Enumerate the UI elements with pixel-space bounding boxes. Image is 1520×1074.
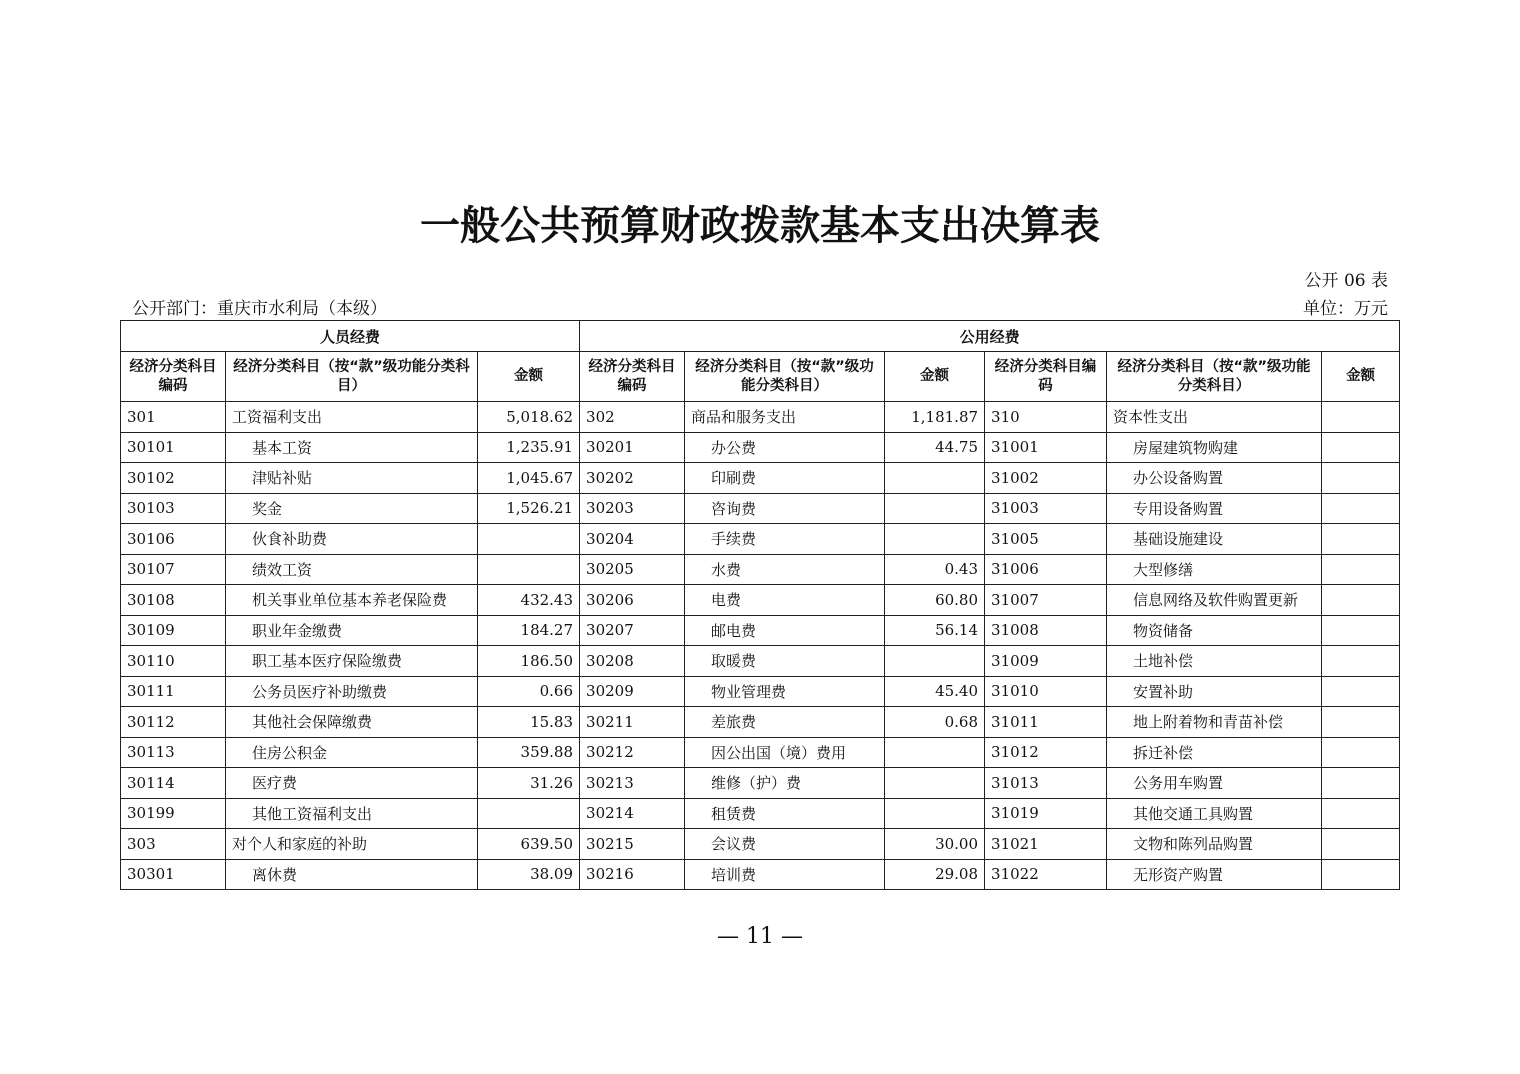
row-public-amount: 0.68 <box>885 707 985 738</box>
row-capital-name: 专用设备购置 <box>1107 493 1322 524</box>
table-row <box>121 554 1400 585</box>
page-number: — 11 — <box>717 924 803 949</box>
unit-label: 单位：万元 <box>1303 299 1388 319</box>
row-name: 对个人和家庭的补助 <box>226 829 478 860</box>
row-code: 30102 <box>121 463 226 494</box>
table-row <box>121 585 1400 616</box>
row-public-code: 30215 <box>580 829 685 860</box>
row-name: 基本工资 <box>226 432 478 463</box>
row-amount: 31.26 <box>478 768 580 799</box>
row-amount <box>478 554 580 585</box>
row-public-code: 30202 <box>580 463 685 494</box>
row-public-name: 租赁费 <box>685 798 885 829</box>
row-public-name: 商品和服务支出 <box>685 402 885 433</box>
table-row <box>121 615 1400 646</box>
col-capital-amount: 金额 <box>1322 352 1400 402</box>
row-public-code: 30209 <box>580 676 685 707</box>
row-capital-amount <box>1322 493 1400 524</box>
row-public-name: 电费 <box>685 585 885 616</box>
row-public-amount: 0.43 <box>885 554 985 585</box>
row-public-amount: 30.00 <box>885 829 985 860</box>
row-name: 其他工资福利支出 <box>226 798 478 829</box>
row-capital-code: 31007 <box>985 585 1107 616</box>
row-capital-amount <box>1322 402 1400 433</box>
row-amount: 15.83 <box>478 707 580 738</box>
row-capital-name: 公务用车购置 <box>1107 768 1322 799</box>
group-public: 公用经费 <box>580 321 1400 352</box>
row-code: 30109 <box>121 615 226 646</box>
row-code: 30107 <box>121 554 226 585</box>
row-amount: 186.50 <box>478 646 580 677</box>
row-capital-code: 31006 <box>985 554 1107 585</box>
row-code: 301 <box>121 402 226 433</box>
row-capital-name: 拆迁补偿 <box>1107 737 1322 768</box>
row-public-code: 30206 <box>580 585 685 616</box>
form-number: 公开 06 表 <box>1304 271 1388 291</box>
row-public-code: 30211 <box>580 707 685 738</box>
col-public-code: 经济分类科目编码 <box>580 352 685 402</box>
row-capital-amount <box>1322 737 1400 768</box>
row-capital-code: 31009 <box>985 646 1107 677</box>
group-personnel: 人员经费 <box>121 321 580 352</box>
row-capital-amount <box>1322 707 1400 738</box>
row-capital-code: 31021 <box>985 829 1107 860</box>
row-public-code: 30201 <box>580 432 685 463</box>
row-capital-amount <box>1322 798 1400 829</box>
row-amount: 1,526.21 <box>478 493 580 524</box>
row-capital-amount <box>1322 554 1400 585</box>
row-capital-name: 无形资产购置 <box>1107 859 1322 890</box>
row-public-name: 咨询费 <box>685 493 885 524</box>
row-capital-name: 信息网络及软件购置更新 <box>1107 585 1322 616</box>
row-code: 303 <box>121 829 226 860</box>
table-row <box>121 707 1400 738</box>
row-code: 30106 <box>121 524 226 555</box>
row-public-name: 物业管理费 <box>685 676 885 707</box>
table-row <box>121 432 1400 463</box>
row-capital-amount <box>1322 615 1400 646</box>
row-public-code: 30208 <box>580 646 685 677</box>
row-capital-name: 文物和陈列品购置 <box>1107 829 1322 860</box>
row-capital-name: 物资储备 <box>1107 615 1322 646</box>
table-row <box>121 798 1400 829</box>
row-public-code: 30204 <box>580 524 685 555</box>
table-row <box>121 646 1400 677</box>
row-capital-amount <box>1322 676 1400 707</box>
table-row <box>121 402 1400 433</box>
row-amount: 5,018.62 <box>478 402 580 433</box>
row-public-name: 因公出国（境）费用 <box>685 737 885 768</box>
row-capital-amount <box>1322 768 1400 799</box>
table-row <box>121 676 1400 707</box>
row-amount: 38.09 <box>478 859 580 890</box>
row-public-code: 30216 <box>580 859 685 890</box>
row-public-name: 水费 <box>685 554 885 585</box>
row-name: 离休费 <box>226 859 478 890</box>
row-public-amount: 45.40 <box>885 676 985 707</box>
row-capital-code: 31010 <box>985 676 1107 707</box>
row-amount: 359.88 <box>478 737 580 768</box>
row-public-amount <box>885 768 985 799</box>
col-capital-name: 经济分类科目（按“款”级功能分类科目） <box>1107 352 1322 402</box>
col-public-name: 经济分类科目（按“款”级功能分类科目） <box>685 352 885 402</box>
row-name: 机关事业单位基本养老保险费 <box>226 585 478 616</box>
row-code: 30113 <box>121 737 226 768</box>
row-capital-name: 土地补偿 <box>1107 646 1322 677</box>
row-code: 30112 <box>121 707 226 738</box>
row-amount: 1,235.91 <box>478 432 580 463</box>
row-capital-name: 其他交通工具购置 <box>1107 798 1322 829</box>
row-capital-amount <box>1322 859 1400 890</box>
col-public-amount: 金额 <box>885 352 985 402</box>
row-capital-code: 31001 <box>985 432 1107 463</box>
row-capital-name: 大型修缮 <box>1107 554 1322 585</box>
row-capital-code: 31019 <box>985 798 1107 829</box>
table-row <box>121 859 1400 890</box>
row-amount: 184.27 <box>478 615 580 646</box>
row-public-name: 差旅费 <box>685 707 885 738</box>
row-capital-amount <box>1322 585 1400 616</box>
row-public-amount: 44.75 <box>885 432 985 463</box>
table-row <box>121 768 1400 799</box>
col-amount: 金额 <box>478 352 580 402</box>
row-public-code: 30214 <box>580 798 685 829</box>
row-amount <box>478 798 580 829</box>
row-public-code: 302 <box>580 402 685 433</box>
row-capital-code: 31005 <box>985 524 1107 555</box>
table-row <box>121 493 1400 524</box>
row-public-code: 30205 <box>580 554 685 585</box>
row-public-code: 30207 <box>580 615 685 646</box>
row-public-name: 培训费 <box>685 859 885 890</box>
row-capital-code: 31002 <box>985 463 1107 494</box>
row-capital-code: 31008 <box>985 615 1107 646</box>
row-public-name: 维修（护）费 <box>685 768 885 799</box>
row-name: 职业年金缴费 <box>226 615 478 646</box>
row-name: 职工基本医疗保险缴费 <box>226 646 478 677</box>
row-public-amount: 56.14 <box>885 615 985 646</box>
row-capital-name: 安置补助 <box>1107 676 1322 707</box>
row-code: 30103 <box>121 493 226 524</box>
page-title: 一般公共预算财政拨款基本支出决算表 <box>420 203 1100 249</box>
row-capital-name: 房屋建筑物购建 <box>1107 432 1322 463</box>
row-amount: 0.66 <box>478 676 580 707</box>
row-capital-amount <box>1322 829 1400 860</box>
row-amount: 639.50 <box>478 829 580 860</box>
table-body <box>121 402 1400 890</box>
row-capital-code: 31022 <box>985 859 1107 890</box>
row-public-name: 邮电费 <box>685 615 885 646</box>
row-capital-amount <box>1322 432 1400 463</box>
table-row <box>121 524 1400 555</box>
row-name: 住房公积金 <box>226 737 478 768</box>
row-public-code: 30213 <box>580 768 685 799</box>
column-header-row <box>121 352 1400 402</box>
row-capital-code: 31003 <box>985 493 1107 524</box>
row-capital-name: 基础设施建设 <box>1107 524 1322 555</box>
row-capital-amount <box>1322 524 1400 555</box>
group-header-row <box>121 321 1400 352</box>
row-amount: 432.43 <box>478 585 580 616</box>
row-public-amount: 1,181.87 <box>885 402 985 433</box>
row-public-amount <box>885 524 985 555</box>
row-capital-code: 31011 <box>985 707 1107 738</box>
row-public-name: 办公费 <box>685 432 885 463</box>
row-public-amount: 60.80 <box>885 585 985 616</box>
row-public-name: 印刷费 <box>685 463 885 494</box>
col-name: 经济分类科目（按“款”级功能分类科目） <box>226 352 478 402</box>
row-name: 伙食补助费 <box>226 524 478 555</box>
table-row <box>121 829 1400 860</box>
row-public-amount: 29.08 <box>885 859 985 890</box>
department-label: 公开部门：重庆市水利局（本级） <box>132 299 387 319</box>
col-code: 经济分类科目编码 <box>121 352 226 402</box>
row-name: 工资福利支出 <box>226 402 478 433</box>
row-capital-amount <box>1322 463 1400 494</box>
row-name: 奖金 <box>226 493 478 524</box>
row-capital-name: 办公设备购置 <box>1107 463 1322 494</box>
row-public-amount <box>885 737 985 768</box>
row-public-name: 手续费 <box>685 524 885 555</box>
row-amount: 1,045.67 <box>478 463 580 494</box>
table-row <box>121 737 1400 768</box>
row-code: 30301 <box>121 859 226 890</box>
row-public-code: 30203 <box>580 493 685 524</box>
row-code: 30199 <box>121 798 226 829</box>
col-capital-code: 经济分类科目编码 <box>985 352 1107 402</box>
row-code: 30114 <box>121 768 226 799</box>
row-public-amount <box>885 493 985 524</box>
row-public-name: 会议费 <box>685 829 885 860</box>
row-name: 公务员医疗补助缴费 <box>226 676 478 707</box>
row-capital-name: 地上附着物和青苗补偿 <box>1107 707 1322 738</box>
row-public-amount <box>885 646 985 677</box>
row-public-amount <box>885 798 985 829</box>
row-name: 其他社会保障缴费 <box>226 707 478 738</box>
row-name: 医疗费 <box>226 768 478 799</box>
row-code: 30108 <box>121 585 226 616</box>
table-row <box>121 463 1400 494</box>
row-capital-code: 31012 <box>985 737 1107 768</box>
row-capital-name: 资本性支出 <box>1107 402 1322 433</box>
row-public-amount <box>885 463 985 494</box>
row-amount <box>478 524 580 555</box>
row-code: 30110 <box>121 646 226 677</box>
row-public-code: 30212 <box>580 737 685 768</box>
row-public-name: 取暖费 <box>685 646 885 677</box>
budget-table <box>120 320 1400 890</box>
row-capital-code: 310 <box>985 402 1107 433</box>
row-capital-amount <box>1322 646 1400 677</box>
row-name: 津贴补贴 <box>226 463 478 494</box>
row-capital-code: 31013 <box>985 768 1107 799</box>
row-code: 30101 <box>121 432 226 463</box>
row-code: 30111 <box>121 676 226 707</box>
row-name: 绩效工资 <box>226 554 478 585</box>
